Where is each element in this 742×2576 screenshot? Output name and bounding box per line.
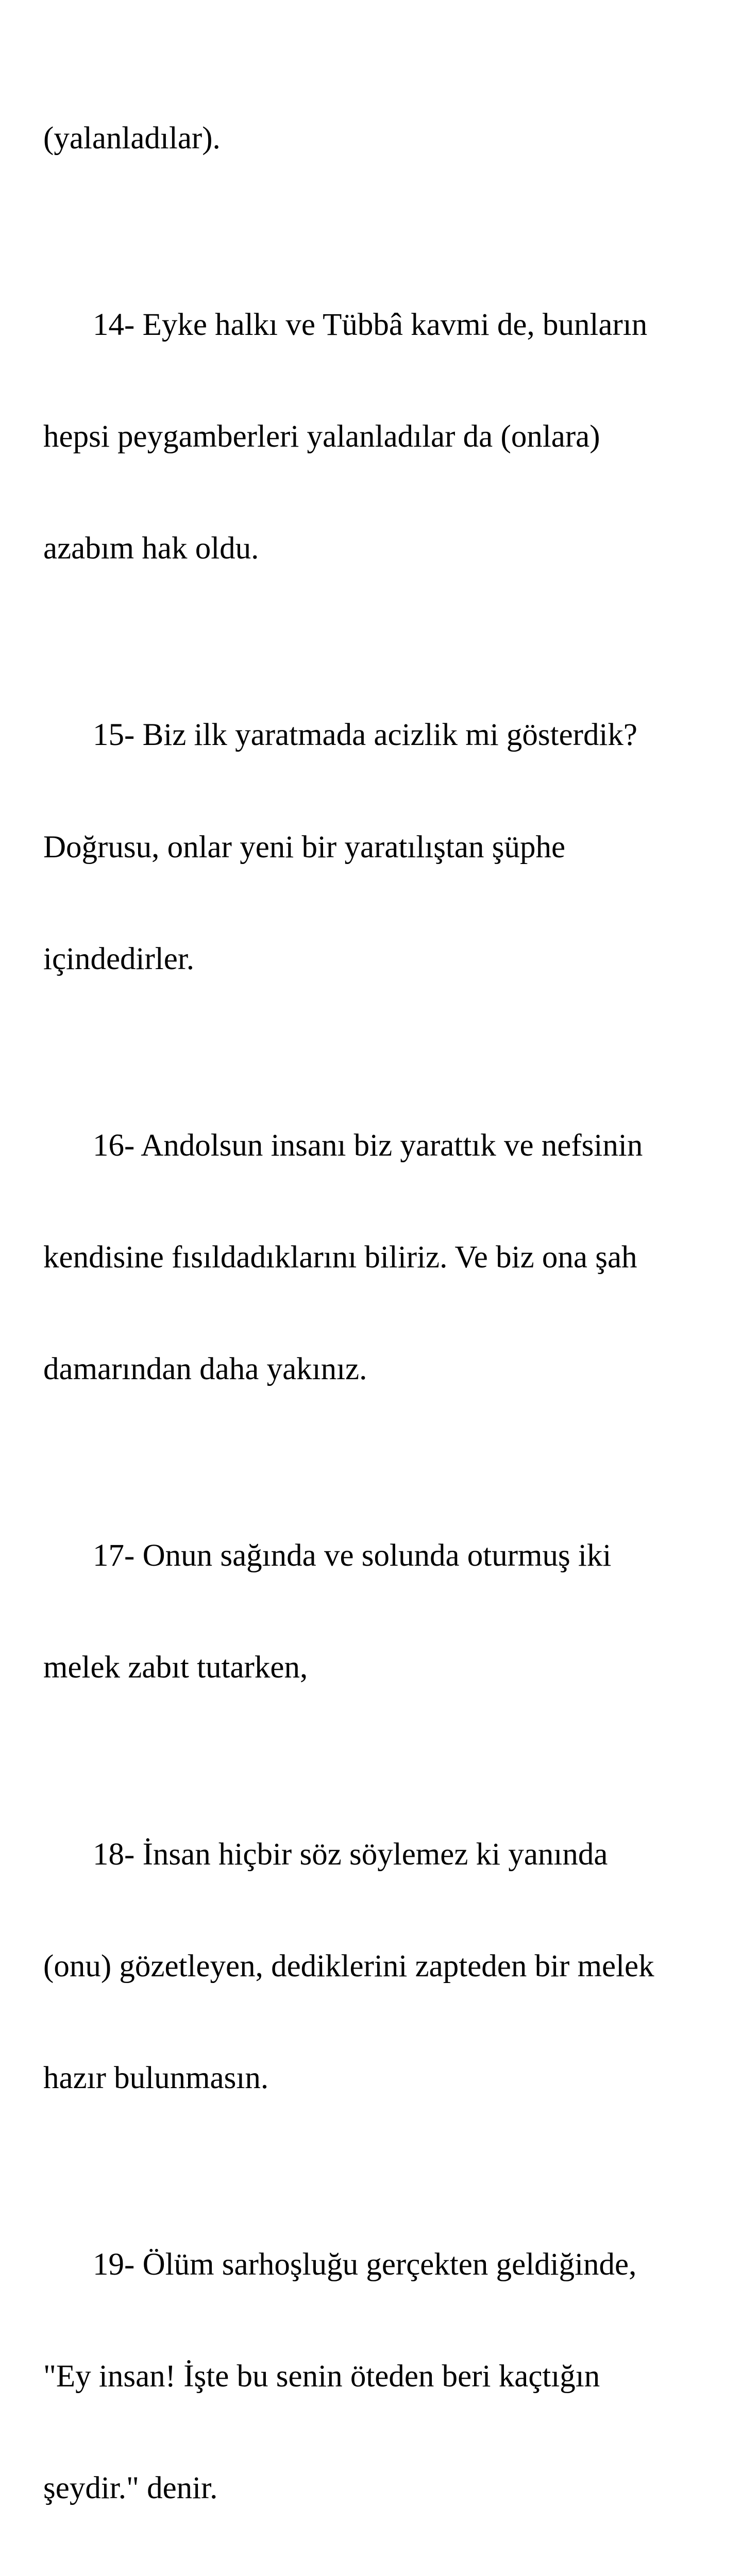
text-line: 19- Ölüm sarhoşluğu gerçekten geldiğinde, (93, 2247, 637, 2282)
text-line: 16- Andolsun insanı biz yarattık ve nefsinin (93, 1128, 643, 1163)
text-line: kendisine fısıldadıklarını biliriz. Ve biz ona şah (43, 1240, 637, 1275)
paragraph-verse-14 (43, 232, 729, 642)
paragraph-verse-17 (43, 1463, 729, 1761)
text-line: damarından daha yakınız. (43, 1352, 367, 1387)
text-line: azabım hak oldu. (43, 531, 259, 566)
text-line: "Ey insan! İşte bu senin öteden beri kaçtığın (43, 2359, 600, 2394)
text-line: (onu) gözetleyen, dediklerini zapteden bir melek (43, 1948, 654, 1984)
text-line: (yalanladılar). (43, 121, 221, 156)
paragraph-continuation (43, 45, 729, 232)
document-page (43, 45, 729, 2576)
text-line: içindedirler. (43, 941, 195, 976)
text-line: 14- Eyke halkı ve Tübbâ kavmi de, bunların (93, 307, 648, 342)
paragraph-verse-19 (43, 2172, 729, 2576)
text-line: 18- İnsan hiçbir söz söylemez ki yanında (93, 1837, 608, 1872)
text-line: 15- Biz ilk yaratmada acizlik mi gösterdik? (93, 718, 637, 753)
text-line: Doğrusu, onlar yeni bir yaratılıştan şüphe (43, 829, 566, 865)
text-line: hazır bulunmasın. (43, 2060, 269, 2095)
paragraph-verse-16 (43, 1053, 729, 1463)
paragraph-verse-15 (43, 642, 729, 1053)
paragraph-verse-18 (43, 1761, 729, 2172)
text-line: 17- Onun sağında ve solunda oturmuş iki (93, 1538, 612, 1573)
text-line: hepsi peygamberleri yalanladılar da (onlara) (43, 419, 600, 454)
text-line: melek zabıt tutarken, (43, 1650, 308, 1685)
text-line: şeydir." denir. (43, 2471, 218, 2506)
